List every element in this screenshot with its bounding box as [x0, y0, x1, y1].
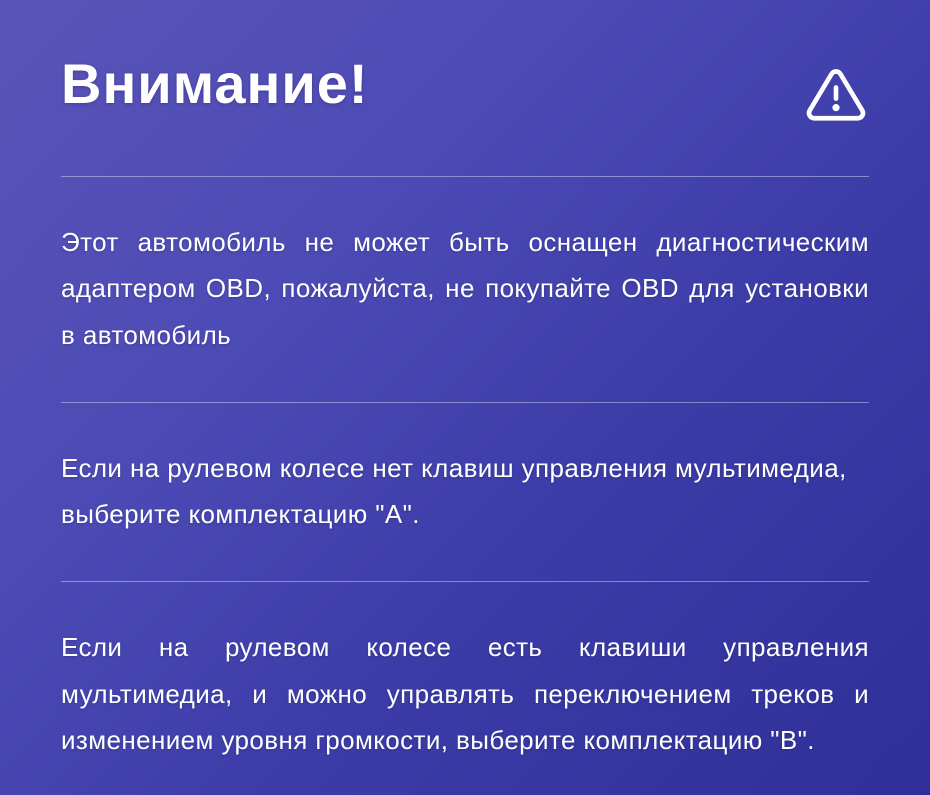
divider: [61, 581, 869, 582]
notice-trim-b: Если на рулевом колесе есть клавиши управления мультимедиа, и можно управлять переключением треков и изменением уровня громкости, выберите комплектацию "В".: [61, 632, 869, 755]
divider: [61, 402, 869, 403]
divider: [61, 176, 869, 177]
alert-triangle-icon: [805, 64, 867, 126]
notice-obd-warning: Этот автомобиль не может быть оснащен диагностическим адаптером OBD, пожалуйста, не покупайте OBD для установки в автомобиль: [61, 227, 869, 350]
page-header: [61, 50, 869, 126]
page-title: Внимание!: [61, 52, 369, 115]
notice-trim-a: Если на рулевом колесе нет клавиш управления мультимедиа, выберите комплектацию "А".: [61, 452, 847, 530]
